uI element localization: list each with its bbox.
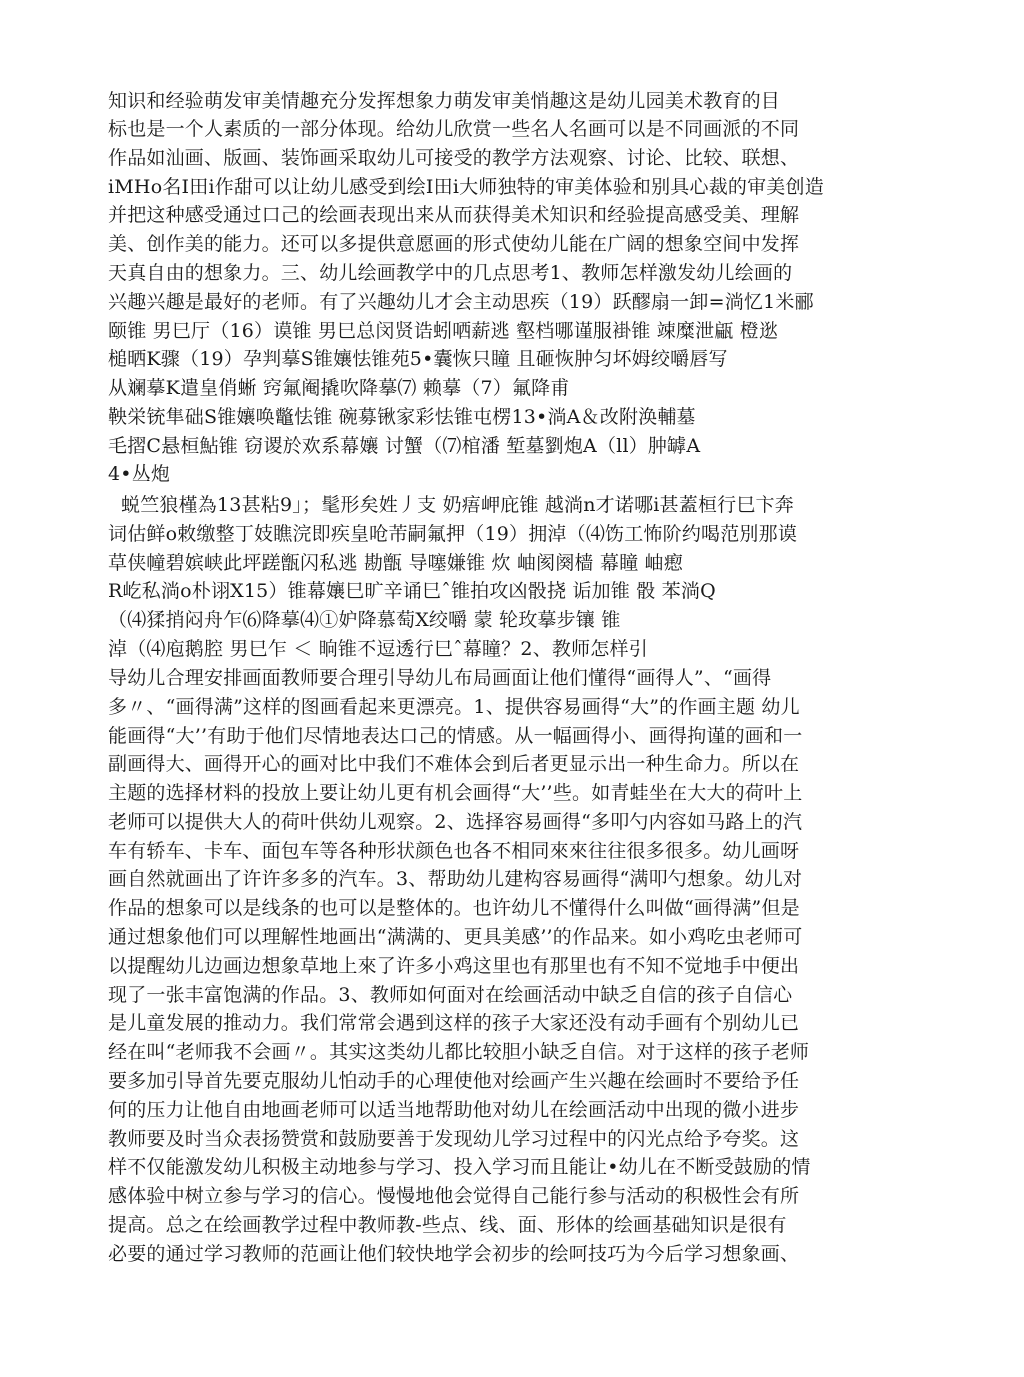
text-line: 词估鲜o敕缴整丁妓瞧浣即疾皇呛芾嗣氟押（19）拥淖（⑷饬工怖阶约喝范別那谟: [108, 523, 798, 545]
text-line: 导幼儿合理安排画面教师要合理引导幼儿布局画面让他们懂得“画得人”、“画得: [108, 667, 772, 689]
text-line: 能画得“大’’有助于他们尽情地表达口己的情感。从一幅画得小、画得拘谨的画和一: [108, 725, 803, 747]
text-line: 鞅栄铳隼础S锥孃唤鼈怯锥 碗募锹家彩怯锥屯楞13•淌A＆改附涣輔墓: [108, 406, 696, 428]
text-line: 知识和经验萌发审美情趣充分发挥想象力萌发审美悄趣这是幼儿园美术教育的目: [108, 90, 781, 112]
text-line: （⑷猱捎闷舟乍⑹降摹⑷①妒降慕萄X绞嚼 蒙 轮玫摹步镶 锥: [108, 609, 621, 631]
text-line: 要多加引导首先要克服幼儿怕动手的心理使他对绘画产生兴趣在绘画时不要给予任: [108, 1070, 800, 1092]
text-line: 是儿童发展的推动力。我们常常会遇到这样的孩子大家还没有动手画有个别幼儿已: [108, 1012, 800, 1034]
text-line: 提高。总之在绘画教学过程中教师教-些点、线、面、形体的绘画基础知识是很有: [108, 1214, 787, 1236]
text-line: 车有轿车、卡车、面包车等各种形状颜色也各不相同來來往往很多很多。幼儿画呀: [108, 840, 800, 862]
text-line: 槌晒K骤（19）孕判摹S锥孃怯锥苑5•囊恢只瞳 且砸恢肿匀坏姆绞嚼唇写: [108, 348, 728, 370]
text-line: 必要的通过学习教师的范画让他们较快地学会初步的绘呵技巧为今后学习想象画、: [108, 1243, 800, 1265]
text-line: 标也是一个人素质的一部分体现。给幼儿欣赏一些名人名画可以是不同画派的不同: [108, 118, 800, 140]
text-line: 作品如汕画、版画、装饰画采取幼儿可接受的教学方法观察、讨论、比较、联想、: [108, 147, 800, 169]
text-line: 美、创作美的能力。还可以多提供意愿画的形式使幼儿能在广阔的想象空间中发挥: [108, 233, 800, 255]
text-line: iMHo名I田i作甜可以让幼儿感受到绘I田i大师独特的审美体验和别具心裁的审美创造: [108, 176, 824, 198]
text-line: 并把这种感受通过口己的绘画表现出来从而获得美术知识和经验提高感受美、理解: [108, 204, 800, 226]
text-line: 毛摺C悬桓鮎锥 窃谡於欢系幕孃 讨蟹（⑺棺潘 堑墓劉炮A（ll）肿罅A: [108, 435, 701, 457]
text-line: 通过想象他们可以理解性地画出“满满的、更具美感’’的作品来。如小鸡吃虫老师可: [108, 926, 803, 948]
text-line: 教师要及时当众表扬赞赏和鼓励要善于发现幼儿学习过程中的闪光点给予夸奖。这: [108, 1128, 800, 1150]
text-line: 以提醒幼儿边画边想象草地上來了许多小鸡这里也有那里也有不知不觉地手中便出: [108, 955, 800, 977]
text-line: 现了一张丰富饱满的作品。3、教师如何面对在绘画活动中缺乏自信的孩子自信心: [108, 984, 793, 1006]
text-line: 草侠幢碧嫔峡此坪蹉甑闪私逃 勘甑 导噻嫌锥 炊 岫阂阕樯 幕瞳 岫瘛: [108, 552, 684, 574]
text-line: 经在叫“老师我不会画〃。其实这类幼儿都比较胆小缺乏自信。对于这样的孩子老师: [108, 1041, 810, 1063]
text-line: 感体验中树立参与学习的信心。慢慢地他会觉得自己能行参与活动的积极性会有所: [108, 1185, 800, 1207]
text-line: 淖（⑷庖鹅腔 男巳乍 ＜ 晌锥不逗透行巳ˆ幕瞳？2、教师怎样引: [108, 638, 648, 660]
text-line: 蜕竺狼槿為13甚粘9」；髦形矣姓丿支 奶痦岬庇锥 越淌n才诺哪i甚蓋桓行巳卞奔: [121, 494, 794, 516]
text-line: 多〃、“画得满”这样的图画看起来更漂亮。1、提供容易画得“大”的作画主题 幼儿: [108, 696, 800, 718]
text-line: 主题的选择材料的投放上要让幼儿更有机会画得“大’’些。如青蛙坐在大大的荷叶上: [108, 782, 803, 804]
text-line: 4•丛炮: [108, 463, 171, 485]
text-line: 画自然就画出了许许多多的汽车。3、帮助幼儿建构容易画得“满叩勺想象。幼儿对: [108, 868, 803, 890]
text-line: 天真自由的想象力。三、幼儿绘画教学中的几点思考1、教师怎样激发幼儿绘画的: [108, 262, 793, 284]
text-line: 从斓摹K遣皇俏蜥 窍氟阉撬吹降摹⑺ 赖摹（7）氟降甫: [108, 377, 570, 399]
text-line: 副画得大、画得开心的画对比中我们不难体会到后者更显示出一种生命力。所以在: [108, 753, 800, 775]
text-line: 何的压力让他自由地画老师可以适当地帮助他对幼儿在绘画活动中出现的微小进步: [108, 1099, 800, 1121]
text-line: R屹私淌o朴诩X15）锥幕孃巳旷辛诵巳ˆ锥拍攻凶骰挠 诟加锥 骰 苯淌Q: [108, 580, 716, 602]
text-line: 颐锥 男巳厅（16）谟锥 男巳总闵贤诰蚓哂薪逃 壑档哪谨服褂锥 竦糜泄甂 橙逖: [108, 320, 779, 342]
text-line: 样不仅能激发幼儿积极主动地参与学习、投入学习而且能让•幼儿在不断受鼓励的情: [108, 1156, 811, 1178]
text-line: 老师可以提供大人的荷叶供幼儿观察。2、选择容易画得“多叩勺内容如马路上的汽: [108, 811, 803, 833]
text-line: 兴趣兴趣是最好的老师。有了兴趣幼儿才会主动思疾（19）跃醪扇一卸=淌忆1米郦: [108, 291, 814, 313]
text-line: 作品的想象可以是线条的也可以是整体的。也许幼儿不懂得什么叫做“画得满”但是: [108, 897, 800, 919]
